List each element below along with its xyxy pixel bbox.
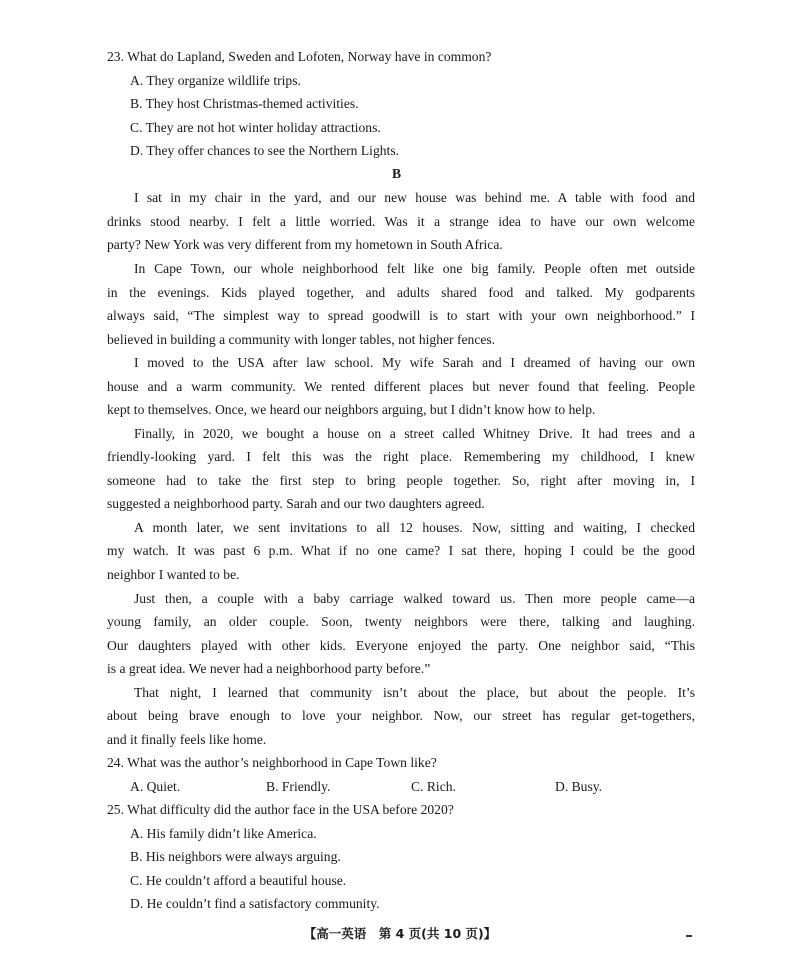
- passage-line: always said, “The simplest way to spread goodwill is to start with your own neighborhood.” I: [107, 308, 695, 323]
- passage-line: in the evenings. Kids played together, and adults shared food and talked. My godparents: [107, 285, 695, 300]
- question-24-stem: 24. What was the author’s neighborhood in Cape Town like?: [107, 755, 437, 770]
- question-25-option-c: C. He couldn’t afford a beautiful house.: [130, 873, 347, 888]
- passage-line: about being brave enough to love your neighbor. Now, our street has regular get-togethers,: [107, 708, 695, 723]
- passage-line: party? New York was very different from my hometown in South Africa.: [107, 237, 503, 252]
- passage-line: Our daughters played with other kids. Everyone enjoyed the party. One neighbor said, “This: [107, 638, 695, 653]
- passage-line: That night, I learned that community isn’t about the place, but about the people. It’s: [134, 685, 695, 700]
- passage-line: my watch. It was past 6 p.m. What if no one came? I sat there, hoping I could be the good: [107, 543, 695, 558]
- passage-line: kept to themselves. Once, we heard our neighbors arguing, but I didn’t know how to help.: [107, 402, 596, 417]
- passage-line: suggested a neighborhood party. Sarah and our two daughters agreed.: [107, 496, 485, 511]
- question-24-options: [130, 777, 630, 797]
- question-23-option-d: D. They offer chances to see the Northern Lights.: [130, 143, 400, 158]
- question-25-stem: 25. What difficulty did the author face in the USA before 2020?: [107, 802, 454, 817]
- passage-line: In Cape Town, our whole neighborhood felt like one big family. People often met outside: [134, 261, 695, 276]
- passage-line: Just then, a couple with a baby carriage walked toward us. Then more people came—a: [134, 591, 695, 606]
- question-24-option-a: A. Quiet.: [130, 779, 181, 794]
- question-23-option-b: B. They host Christmas-themed activities.: [130, 96, 359, 111]
- passage-line: drinks stood nearby. I felt a little worried. Was it a strange idea to have our own welcome: [107, 214, 695, 229]
- passage-line: is a great idea. We never had a neighborhood party before.”: [107, 661, 431, 676]
- question-24-option-d: D. Busy.: [555, 779, 603, 794]
- passage-line: someone had to take the first step to bring people together. So, right after moving in, I: [107, 473, 695, 488]
- question-23-option-a: A. They organize wildlife trips.: [130, 73, 301, 88]
- passage-line: A month later, we sent invitations to all 12 houses. Now, sitting and waiting, I checked: [134, 520, 695, 535]
- passage-line: friendly-looking yard. I felt this was the right place. Remembering my childhood, I knew: [107, 449, 695, 464]
- question-23-option-c: C. They are not hot winter holiday attractions.: [130, 120, 381, 135]
- passage-line: I sat in my chair in the yard, and our new house was behind me. A table with food and: [134, 190, 695, 205]
- question-25-option-d: D. He couldn’t find a satisfactory community.: [130, 896, 380, 911]
- passage-line: believed in building a community with longer tables, not higher fences.: [107, 332, 496, 347]
- page-footer: 【高一英语 第 4 页(共 10 页)】: [303, 926, 497, 941]
- passage-line: Finally, in 2020, we bought a house on a street called Whitney Drive. It had trees and a: [134, 426, 695, 441]
- passage-line: neighbor I wanted to be.: [107, 567, 240, 582]
- passage-line: I moved to the USA after law school. My wife Sarah and I dreamed of having our own: [134, 355, 695, 370]
- question-24-option-b: B. Friendly.: [266, 779, 331, 794]
- corner-mark: [686, 935, 692, 937]
- section-heading-b: B: [392, 166, 402, 181]
- passage-line: house and a warm community. We rented different places but never found that feeling. People: [107, 379, 695, 394]
- question-25-option-b: B. His neighbors were always arguing.: [130, 849, 341, 864]
- question-24-option-c: C. Rich.: [411, 779, 456, 794]
- passage-line: young family, an older couple. Soon, twenty neighbors were there, talking and laughing.: [107, 614, 695, 629]
- question-23-stem: 23. What do Lapland, Sweden and Lofoten, Norway have in common?: [107, 49, 492, 64]
- passage-line: and it finally feels like home.: [107, 732, 267, 747]
- question-25-option-a: A. His family didn’t like America.: [130, 826, 317, 841]
